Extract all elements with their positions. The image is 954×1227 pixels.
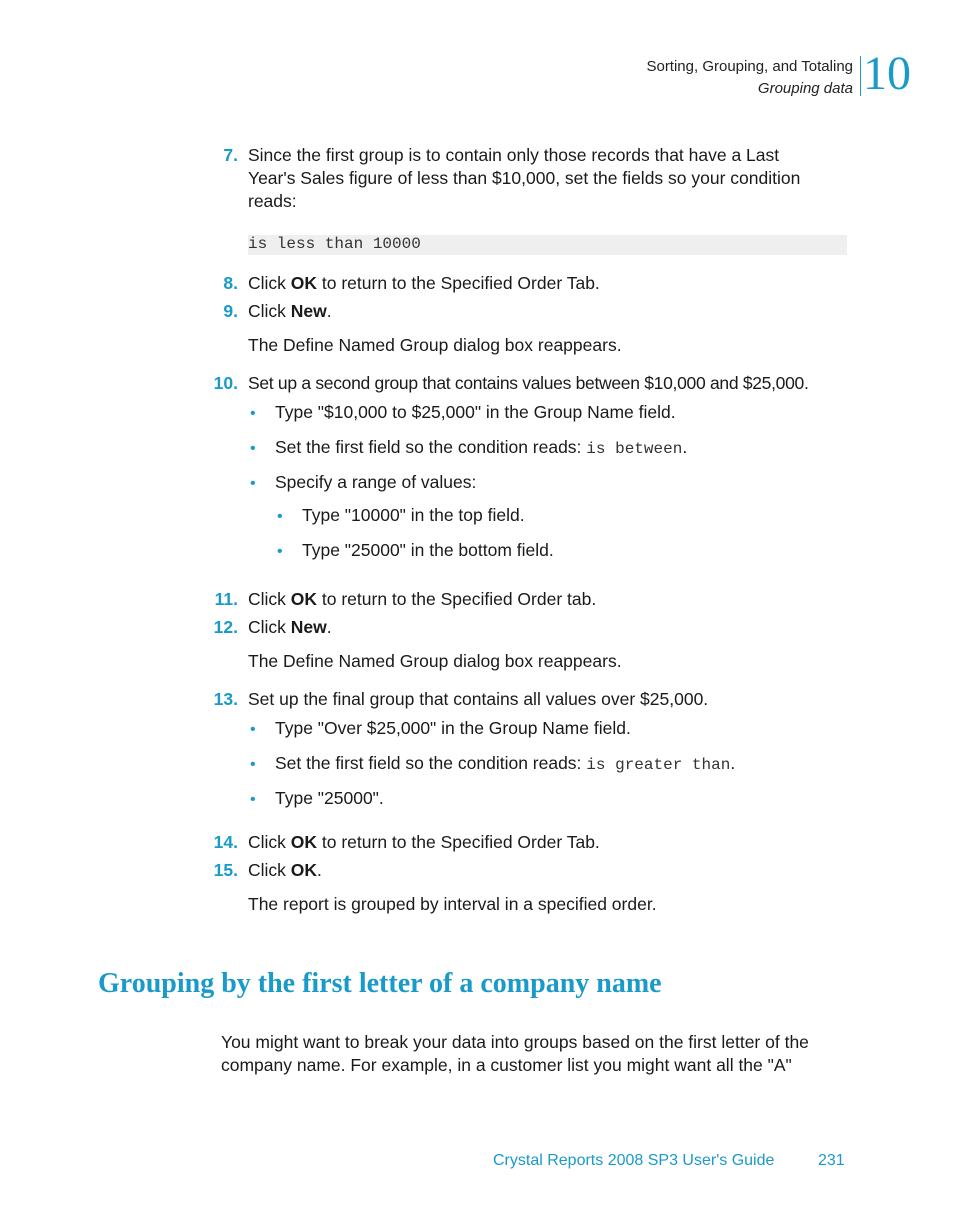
code-block: is less than 10000 <box>248 235 421 253</box>
step-text: Click New. <box>248 617 332 637</box>
bullet-text: Specify a range of values: <box>275 472 477 492</box>
bullet-text: Type "25000". <box>275 788 384 808</box>
bullet-icon: • <box>250 756 256 773</box>
step-text-line: Year's Sales figure of less than $10,000, set the fields so your condition <box>248 168 801 188</box>
header-section-title: Grouping data <box>757 80 853 97</box>
bullet-icon: • <box>250 721 256 738</box>
header-divider <box>860 56 861 96</box>
inline-code: is greater than <box>586 756 731 774</box>
ok-label: OK <box>290 860 318 880</box>
step-number: 13. <box>213 689 238 709</box>
bullet-text: Set the first field so the condition reads: is greater than. <box>275 753 736 774</box>
step-text: Click New. <box>248 301 332 321</box>
new-label: New <box>290 617 327 637</box>
bullet-text: Set the first field so the condition reads: is between. <box>275 437 688 458</box>
step-text-line: reads: <box>248 191 297 211</box>
bullet-icon: • <box>250 405 256 422</box>
bullet-icon: • <box>250 440 256 457</box>
step-text: Click OK to return to the Specified Order tab. <box>248 589 597 609</box>
step-text <box>248 144 848 213</box>
body-paragraph <box>221 1031 861 1077</box>
sub-bullet-text: Type "25000" in the bottom field. <box>302 540 554 560</box>
ok-label: OK <box>290 273 318 293</box>
step-note: The Define Named Group dialog box reappears. <box>248 651 622 671</box>
step-text: Click OK to return to the Specified Order Tab. <box>248 273 600 293</box>
bullet-icon: • <box>277 508 283 525</box>
footer-guide-title: Crystal Reports 2008 SP3 User's Guide <box>493 1152 775 1169</box>
running-header <box>646 56 853 100</box>
bullet-text: Type "Over $25,000" in the Group Name field. <box>275 718 631 738</box>
step-note: The report is grouped by interval in a specified order. <box>248 894 657 914</box>
bullet-text: Type "$10,000 to $25,000" in the Group Name field. <box>275 402 676 422</box>
page-number: 231 <box>818 1152 845 1169</box>
bullet-icon: • <box>277 543 283 560</box>
sub-bullet-text: Type "10000" in the top field. <box>302 505 525 525</box>
bullet-icon: • <box>250 475 256 492</box>
chapter-number: 10 <box>863 47 911 100</box>
step-number: 12. <box>213 617 238 637</box>
inline-code: is between <box>586 440 683 458</box>
step-text-line: Since the first group is to contain only those records that have a Last <box>248 145 780 165</box>
paragraph-line: You might want to break your data into groups based on the first letter of the <box>221 1032 809 1052</box>
ok-label: OK <box>290 589 318 609</box>
step-number: 11. <box>214 589 238 609</box>
step-number: 7. <box>223 145 238 165</box>
step-number: 10. <box>213 373 238 393</box>
step-text: Click OK. <box>248 860 322 880</box>
step-text: Click OK to return to the Specified Order Tab. <box>248 832 600 852</box>
step-text: Set up the final group that contains all values over $25,000. <box>248 689 709 709</box>
step-text: Set up a second group that contains values between $10,000 and $25,000. <box>248 373 809 393</box>
section-heading: Grouping by the first letter of a company name <box>98 968 662 999</box>
step-number: 9. <box>223 301 238 321</box>
step-number: 15. <box>213 860 238 880</box>
step-number: 8. <box>223 273 238 293</box>
header-chapter-title: Sorting, Grouping, and Totaling <box>646 58 853 75</box>
step-number: 14. <box>213 832 238 852</box>
ok-label: OK <box>290 832 318 852</box>
paragraph-line: company name. For example, in a customer list you might want all the "A" <box>221 1055 792 1075</box>
bullet-icon: • <box>250 791 256 808</box>
step-note: The Define Named Group dialog box reappears. <box>248 335 622 355</box>
new-label: New <box>290 301 327 321</box>
